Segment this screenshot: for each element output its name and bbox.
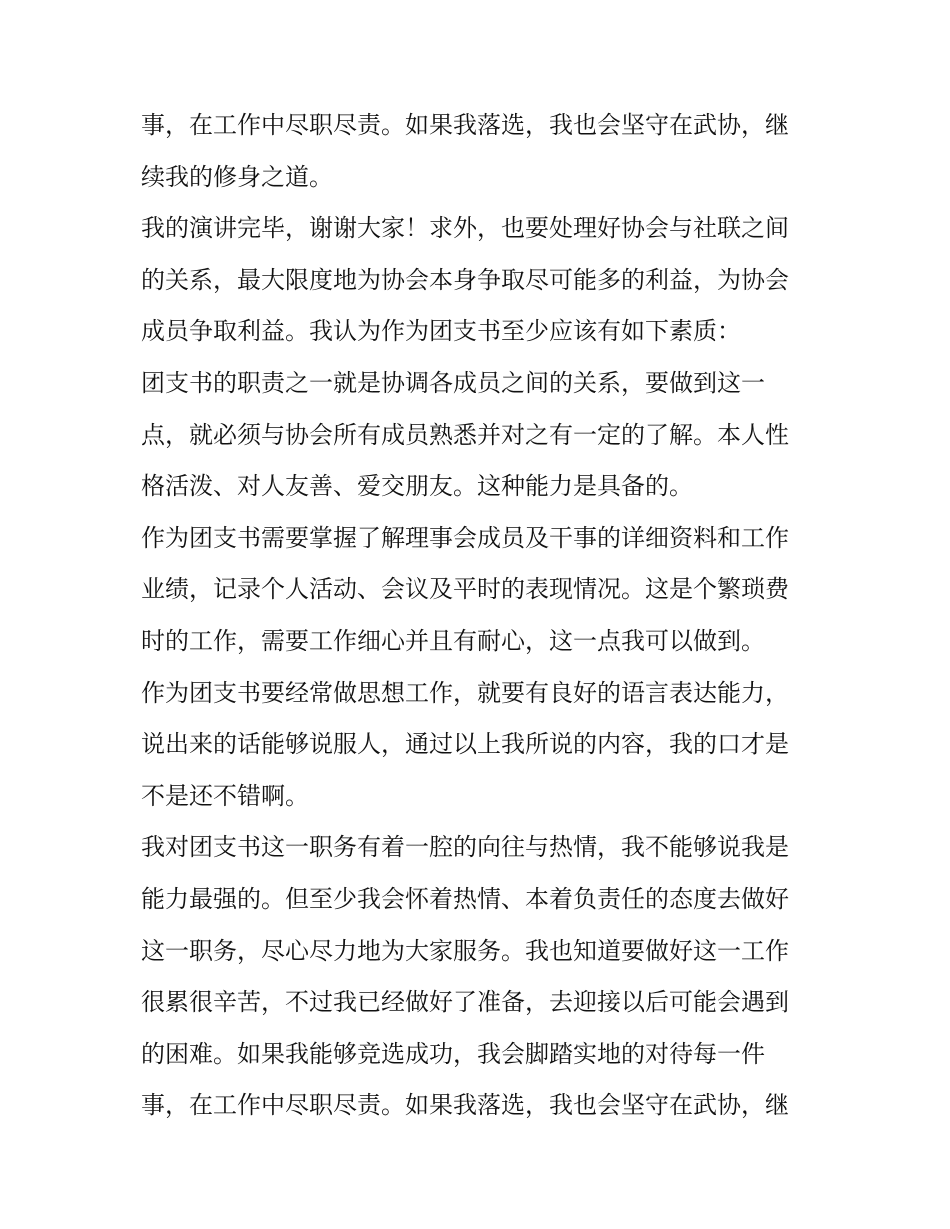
text-line: 作为团支书需要掌握了解理事会成员及干事的详细资料和工作 — [141, 523, 789, 552]
text-line: 我的演讲完毕，谢谢大家！求外，也要处理好协会与社联之间 — [141, 214, 789, 243]
text-line: 时的工作，需要工作细心并且有耐心，这一点我可以做到。 — [141, 626, 765, 655]
text-line: 格活泼、对人友善、爱交朋友。这种能力是具备的。 — [141, 472, 693, 501]
text-line: 这一职务，尽心尽力地为大家服务。我也知道要做好这一工作 — [141, 936, 789, 965]
text-line: 不是还不错啊。 — [141, 781, 309, 810]
text-line: 的困难。如果我能够竞选成功，我会脚踏实地的对待每一件 — [141, 1039, 765, 1068]
document-body — [141, 100, 821, 1132]
text-line: 作为团支书要经常做思想工作，就要有良好的语言表达能力， — [141, 678, 789, 707]
text-line: 能力最强的。但至少我会怀着热情、本着负责任的态度去做好 — [141, 884, 789, 913]
text-line: 点，就必须与协会所有成员熟悉并对之有一定的了解。本人性 — [141, 420, 789, 449]
text-line: 事，在工作中尽职尽责。如果我落选，我也会坚守在武协，继 — [141, 111, 789, 139]
text-line: 续我的修身之道。 — [141, 162, 333, 191]
text-line: 事，在工作中尽职尽责。如果我落选，我也会坚守在武协，继 — [141, 1091, 789, 1120]
text-line: 成员争取利益。我认为作为团支书至少应该有如下素质： — [141, 317, 741, 346]
text-line: 我对团支书这一职务有着一腔的向往与热情，我不能够说我是 — [141, 833, 789, 862]
text-line: 很累很辛苦，不过我已经做好了准备，去迎接以后可能会遇到 — [141, 988, 789, 1017]
text-line: 的关系，最大限度地为协会本身争取尽可能多的利益，为协会 — [141, 265, 789, 294]
text-line: 业绩，记录个人活动、会议及平时的表现情况。这是个繁琐费 — [141, 575, 789, 604]
text-line: 团支书的职责之一就是协调各成员之间的关系，要做到这一 — [141, 368, 765, 397]
text-line: 说出来的话能够说服人，通过以上我所说的内容，我的口才是 — [141, 730, 789, 759]
